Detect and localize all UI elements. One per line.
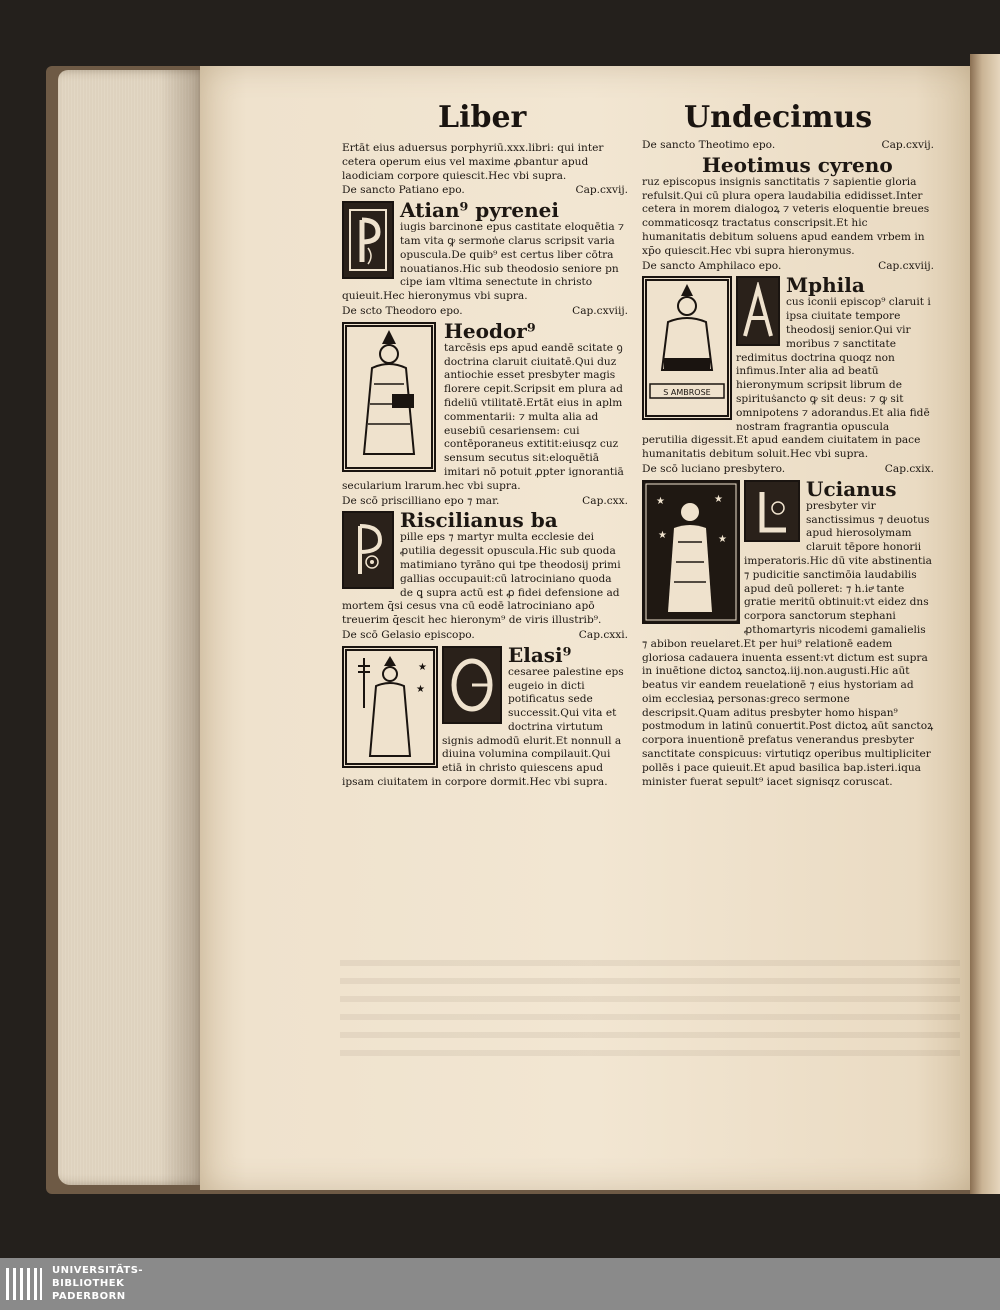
rubric-title: De sancto Amphilaco epo. [642,259,782,272]
svg-text:★: ★ [658,529,667,541]
decorated-initial-p [342,201,394,279]
rubric-chapter-number: Cap.cxxi. [578,628,628,641]
rubric-chapter-number: Cap.cxviij. [572,304,628,317]
woodcut-pope [342,646,438,768]
running-head-right: Undecimus [684,100,873,135]
chapter-rubric [342,184,628,198]
rubric-chapter-number: Cap.cxvij. [881,139,934,151]
initial-p-icon [348,208,388,272]
chapter-heading: Ucianus [806,476,897,501]
rubric-chapter-number: Cap.cxvij. [575,184,628,197]
woodcut-bishop [342,322,436,472]
svg-text:★: ★ [714,493,723,505]
book-gutter [970,54,1000,1194]
decorated-initial-l [744,480,800,542]
library-name-line: BIBLIOTHEK [52,1278,125,1289]
chapter-body: tarcēsis eps apud eandē scitate ꝯ doctrina claruit ciuitatē.Qui duz antiochie esset presbyter magis florere cepit.Scripsit em plura ad fideliū vtilitatē.Ertāt eius in aplm commentarii: ⁊ multa alia ad eusebiū cesariensem: cui contēporaneus extitit:eiusqz cuz sensum secutus sit:eloquētiā imitari nō potuit ꝓpter ignorantiā secularium lrarum.hec vbi supra. [342,341,624,492]
rubric-title: De scō Gelasio episcopo. [342,628,475,641]
decorated-initial-a [736,276,780,346]
chapter-heading: Heodor⁹ [444,318,536,343]
initial-g-icon [448,653,496,717]
saint-ambrose-figure-icon [644,278,730,418]
rubric-chapter-number: Cap.cxix. [884,462,934,475]
chapter-heading: Heotimus cyreno [702,152,893,177]
chapter-heading: Riscilianus ba [400,508,558,533]
chapter-body: pille eps ⁊ martyr multa ecclesie dei ꝓutilia degessit opuscula.Hic sub quoda matimiano tyrāno qui tpe theodosij primi gallias occupauit:cū latrociniano quoda de ꝗ supra actū est ꝓ fidei defensione ad mortem q̄si cesus vna cū eodē latrociniano apō treuerim q̄escit hec hieronym⁹ de viris illustrib⁹. [342,531,621,627]
left-column [342,142,628,790]
rubric-title: De sancto Patiano epo. [342,184,465,197]
initial-l-icon [750,486,794,536]
chapter-body: cesaree palestine eps eugeio in dicti potificatus sede successit.Qui vita et doctrina virtutum signis admodū elurit.Et nonnull a diuina volumina compilauit.Qui etiā in christo quiescens apud ipsam ciuitatem in corpore dormit.Hec vbi supra. [342,665,624,789]
decorated-initial-p [342,511,394,589]
rubric-title: De scto Theodoro epo. [342,304,463,317]
initial-flower-icon [348,518,388,582]
chapter-rubric [342,629,628,643]
chapter-rubric [642,139,934,153]
chapter-rubric [342,305,628,319]
svg-text:★: ★ [418,661,427,673]
chapter-body: cus iconii episcop⁹ claruit i ipsa ciuitate tempore theodosij senior.Qui vir moribus ⁊ sanctitate redimitus doctrina quoqz non infimus.Inter alia ad beatū hieronymum scripsit librum de spirituṡancto ꝙ sit deus: ⁊ ꝙ sit omnipotens ⁊ adorandus.Et alia fidē nostram fragrantia opuscula perutilia digessit.Et apud eandem ciuitatem in pace humanitatis debitum soluit.Hec vbi supra. [642,296,931,461]
woodcut-caption: S AMBROSE [663,388,711,398]
woodcut-lucian [642,480,740,624]
library-footer [0,1258,1000,1310]
chapter-rubric [642,463,934,477]
chapter-heading: Mphila [786,273,865,298]
chapter-heading: Atian⁹ pyrenei [400,198,559,223]
library-name-line: UNIVERSITÄTS- [52,1265,144,1276]
svg-text:★: ★ [718,533,727,545]
rubric-title: De sancto Theotimo epo. [642,139,776,151]
initial-a-icon [741,282,775,340]
chapter-body: iugis barcinone epus castitate eloquētia ⁊ tam vita ꝙ sermoṅe clarus scripsit varia opuscula.De quib⁹ est certus liber cōtra nouatianos.Hic sub theodosio seniore pn cipe iam vltima senectute in christo quieuit.Hec hieronymus vbi supra. [342,221,625,303]
right-column [642,138,934,789]
chapter-body: ruz episcopus insignis sanctitatis ⁊ sapientie gloria refulsit.Qui cū plura opera laudabilia edidisset.Inter cetera in morem dialogoꝝ ⁊ veteris eloquentie breues commaticosqz tractatus conscripsit.Et hic humanitatis debitum soluens apud eandem vrbem in xp̄o quiescit.Hec vbi supra hieronymus. [642,175,930,257]
running-head-left: Liber [438,100,527,135]
chapter-heading: Elasi⁹ [508,642,572,667]
svg-text:★: ★ [656,495,665,507]
woodcut-ambrose [642,276,732,420]
rubric-chapter-number: Cap.cxx. [582,494,628,507]
chapter-body: presbyter vir sanctissimus ⁊ deuotus apud hierosolymam claruit tēpore honorii imperatoris.Hic dū vite abstinentia ⁊ pudicitie sanctimōia laudabilis apud deū polleret: ⁊ h.ieͣ tante gratie meritū obtinuit:vt eidez dns corpora sanctorum stephani ꝓthomartyris nicodemi gamalielis ⁊ abibon reuelaret.Et per hui⁹ relationē eadem gloriosa cadauera inuenta essent:vt dictum est supra in inuētione dictoꝝ sanctoꝝ.iij.non.augusti.Hic aūt beatus vir eandem reuelationē ⁊ eius hystoriam ad oim ecclesiaꝝ personas:greco sermone descripsit.Quam aditus presbyter homo hispan⁹ postmodum in latinū conuertit.Post dictoꝝ aūt sanctoꝝ corpora inuentionē prefatus venerandus presbyter sanctitate conspicuus: virtutiqz operibus multipliciter pollēs i pace quieuit.Et apud basilica bap.isteri.iqua minister fuerat sepult⁹ iacet signisqz coruscat. [642,499,934,788]
intro-paragraph: Ertāt eius aduersus porphyriū.xxx.libri: qui inter cetera operum eius vel maxime ꝓbantur apud laodiciam corpore quiescit.Hec vbi supra. [342,142,604,182]
decorated-initial-g [442,646,502,724]
library-name-line: PADERBORN [52,1291,126,1302]
bishop-figure-icon [344,324,434,470]
rubric-title: De scō priscilliano epo ⁊ mar. [342,494,500,507]
chapter-rubric [642,260,934,274]
rubric-title: De scō luciano presbytero. [642,462,786,475]
library-logo-icon [4,1266,44,1302]
pope-figure-icon [344,648,436,766]
library-name [52,1264,143,1303]
bleed-through-text [340,960,960,1060]
chapter-rubric [342,495,628,509]
lucian-figure-icon [644,482,738,622]
rubric-chapter-number: Cap.cxviij. [878,259,934,272]
svg-text:★: ★ [416,683,425,695]
